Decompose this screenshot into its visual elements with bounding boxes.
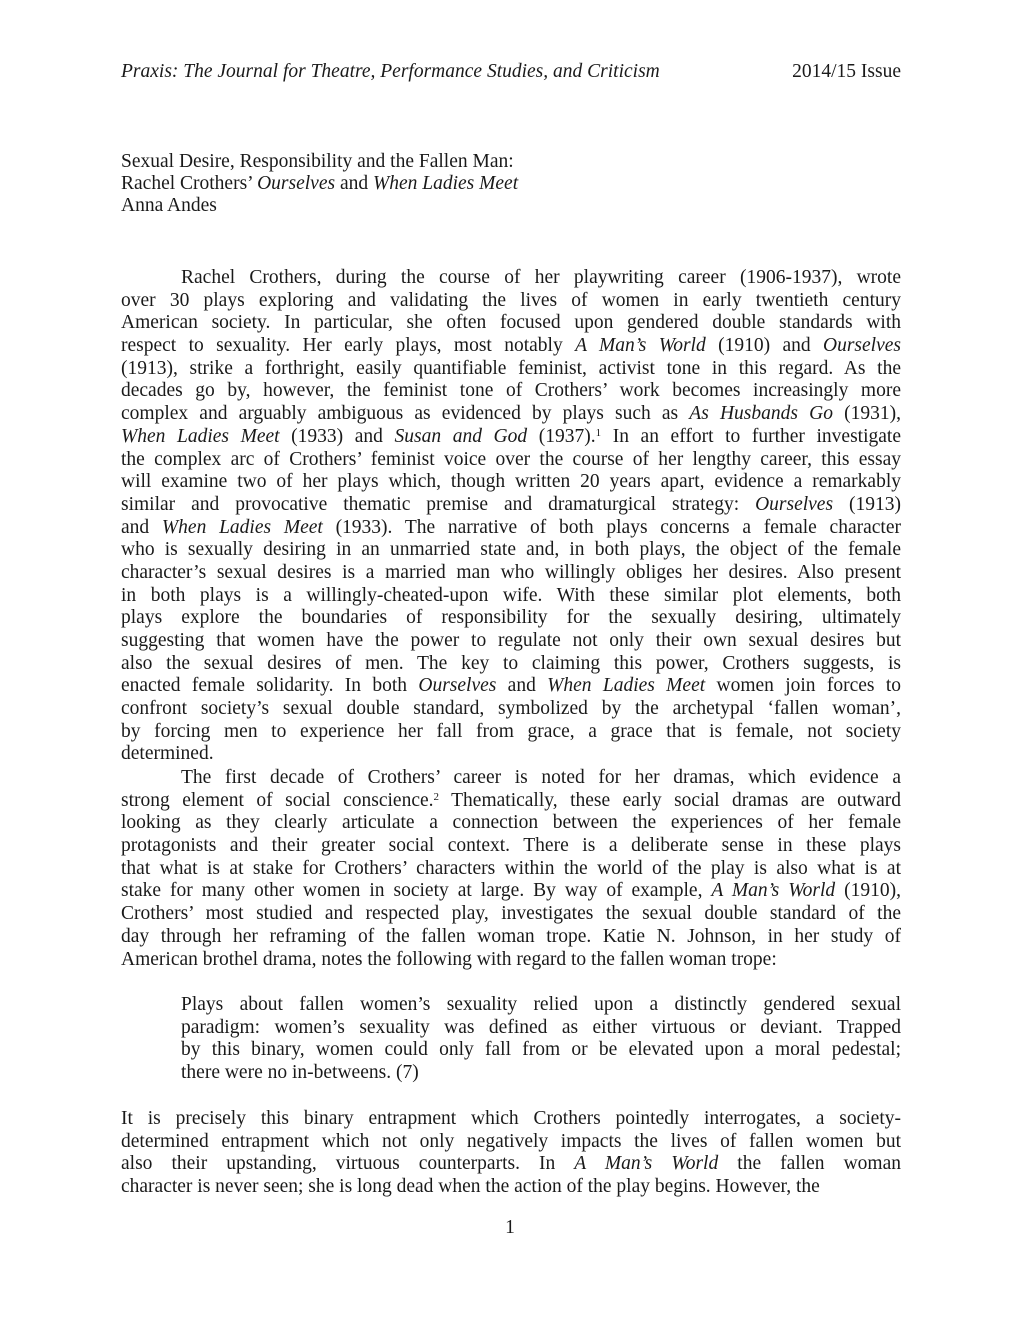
text-run: and: [496, 675, 548, 697]
text-line: [121, 585, 901, 608]
text-line: [121, 880, 901, 903]
text-run: (1913): [833, 493, 901, 515]
text-line: [121, 903, 901, 926]
text-run: (1913), strike a forthright, easily quantifiable feminist, activist tone in this regard. As the: [121, 357, 901, 379]
text-line: [121, 290, 901, 313]
text-run: Plays about fallen women’s sexuality relied upon a distinctly gendered sexual: [181, 994, 901, 1015]
text-line: [121, 607, 901, 630]
running-header: [121, 60, 901, 83]
text-line: [121, 1108, 901, 1131]
text-run: similar and provocative thematic premise and dramaturgical strategy:: [121, 493, 756, 515]
italic-title: Ourselves: [755, 493, 834, 515]
journal-title: Praxis: The Journal for Theatre, Performance Studies, and Criticism: [121, 61, 660, 82]
text-line: [121, 267, 901, 290]
italic-title: As Husbands Go: [689, 403, 833, 425]
text-run: Thematically, these early social dramas are outward: [439, 789, 901, 811]
text-line: [121, 403, 901, 426]
text-line: [121, 790, 901, 813]
italic-title: A Man’s World: [575, 335, 706, 357]
text-line: [121, 926, 901, 949]
text-line: [121, 835, 901, 858]
text-run: paradigm: women’s sexuality was defined as either virtuous or deviant. Trapped: [181, 1016, 901, 1038]
italic-title: When Ladies Meet: [161, 516, 323, 538]
author-name: Anna Andes: [121, 195, 217, 216]
text-run: (1931),: [832, 403, 901, 425]
text-run: character’s sexual desires is a married man who willingly obliges her desires. Also present: [121, 561, 901, 583]
block-quote: [181, 994, 901, 1085]
body-paragraph-2: [121, 767, 901, 971]
text-line: [121, 698, 901, 721]
text-line: [121, 721, 901, 744]
text-run: character is never seen; she is long dead when the action of the play begins. However, the: [121, 1176, 820, 1198]
text-run: suggesting that women have the power to regulate not only their own sexual desires but: [121, 630, 901, 651]
text-run: complex and arguably ambiguous as evidenced by plays such as: [121, 403, 690, 425]
text-run: The first decade of Crothers’ career is noted for her dramas, which evidence a: [181, 767, 901, 788]
text-run: plays explore the boundaries of responsibility for the sexually desiring, ultimately: [121, 607, 901, 629]
text-run: looking as they clearly articulate a connection between the experiences of her female: [121, 812, 901, 834]
footnote-ref: 2: [433, 790, 440, 803]
text-line: [121, 539, 901, 562]
text-run: in both plays is a willingly-cheated-upon wife. With these similar plot elements, both: [121, 584, 901, 606]
text-line: [181, 994, 901, 1017]
body-paragraph-3: [121, 1108, 901, 1199]
text-run: the fallen woman: [718, 1153, 901, 1175]
text-line: [121, 1131, 901, 1154]
text-run: Rachel Crothers, during the course of her playwriting career (1906-1937), wrote: [181, 267, 901, 288]
text-line: [121, 358, 901, 381]
text-run: by this binary, women could only fall from or be elevated upon a moral pedestal;: [181, 1039, 901, 1061]
text-run: (1937).: [527, 425, 596, 447]
text-run: by forcing men to experience her fall from grace, a grace that is female, not society: [121, 720, 901, 742]
text-run: decades go by, however, the feminist tone of Crothers’ work becomes increasingly more: [121, 380, 901, 402]
footnote-ref: 1: [595, 426, 602, 439]
text-line: [181, 1017, 901, 1040]
text-run: the complex arc of Crothers’ feminist voice over the course of her lengthy career, this essay: [121, 448, 901, 470]
body-paragraph-1: [121, 267, 901, 766]
text-line: [121, 1153, 901, 1176]
text-line: [121, 426, 901, 449]
text-line: [181, 1039, 901, 1062]
italic-title: Ourselves: [823, 335, 901, 357]
text-line: [121, 1176, 901, 1199]
text-run: women join forces to: [705, 675, 901, 697]
text-run: It is precisely this binary entrapment which Crothers pointedly interrogates, a society-: [121, 1108, 901, 1129]
text-line: [181, 1062, 901, 1085]
text-run: day through her reframing of the fallen woman trope. Katie N. Johnson, in her study of: [121, 925, 901, 947]
text-line: [121, 562, 901, 585]
text-run: that what is at stake for Crothers’ characters within the world of the play is also what is at: [121, 857, 901, 879]
italic-title: When Ladies Meet: [547, 675, 706, 697]
text-run: strong element of social conscience.: [121, 789, 434, 811]
text-line: [121, 653, 901, 676]
text-run: who is sexually desiring in an unmarried state and, in both plays, the object of the female: [121, 539, 901, 561]
italic-title: When Ladies Meet: [372, 173, 519, 194]
text-line: [121, 494, 901, 517]
text-line: [121, 335, 901, 358]
text-run: and: [121, 516, 162, 538]
text-line: [121, 858, 901, 881]
italic-title: A Man’s World: [711, 880, 836, 902]
text-run: there were no in-betweens. (7): [181, 1062, 419, 1084]
text-run: also the sexual desires of men. The key to claiming this power, Crothers suggests, is: [121, 652, 901, 674]
text-run: (1933). The narrative of both plays concerns a female character: [322, 516, 901, 538]
italic-title: Ourselves: [418, 675, 497, 697]
text-run: and: [335, 173, 373, 194]
text-run: protagonists and their greater social context. There is a deliberate sense in these plays: [121, 835, 901, 857]
text-line: [121, 471, 901, 494]
page-number: 1: [505, 1217, 515, 1238]
text-run: (1910) and: [705, 335, 824, 357]
text-run: will examine two of her plays which, though written 20 years apart, evidence a remarkably: [121, 471, 901, 493]
text-line: [121, 949, 901, 972]
text-line: [121, 812, 901, 835]
italic-title: Ourselves: [257, 173, 336, 194]
text-run: American society. In particular, she often focused upon gendered double standards with: [121, 312, 901, 334]
text-run: determined.: [121, 743, 214, 765]
text-line: [121, 630, 901, 653]
text-run: determined entrapment which not only negatively impacts the lives of fallen women but: [121, 1130, 901, 1152]
text-run: Rachel Crothers’: [121, 173, 258, 194]
text-run: also their upstanding, virtuous counterparts. In: [121, 1153, 575, 1175]
italic-title: Susan and God: [394, 425, 528, 447]
article-title-line-2: [121, 173, 518, 195]
italic-title: When Ladies Meet: [121, 425, 280, 447]
text-run: respect to sexuality. Her early plays, most notably: [121, 335, 576, 357]
text-run: American brothel drama, notes the following with regard to the fallen woman trope:: [121, 948, 777, 970]
text-run: over 30 plays exploring and validating the lives of women in early twentieth century: [121, 289, 901, 311]
text-run: (1910),: [835, 880, 901, 902]
issue-label: 2014/15 Issue: [792, 61, 901, 82]
text-line: [121, 517, 901, 540]
text-run: In an effort to further investigate: [601, 425, 901, 447]
text-line: [121, 449, 901, 472]
text-run: stake for many other women in society at large. By way of example,: [121, 880, 712, 902]
text-line: [121, 675, 901, 698]
text-line: [121, 767, 901, 790]
article-title-line-1: Sexual Desire, Responsibility and the Fallen Man:: [121, 151, 514, 172]
text-line: [121, 312, 901, 335]
text-line: [121, 743, 901, 766]
italic-title: A Man’s World: [574, 1153, 719, 1175]
text-run: enacted female solidarity. In both: [121, 675, 419, 697]
text-run: confront society’s sexual double standard, symbolized by the archetypal ‘fallen woman’,: [121, 698, 901, 720]
text-run: Crothers’ most studied and respected play, investigates the sexual double standard of the: [121, 903, 901, 925]
text-run: (1933) and: [279, 425, 395, 447]
text-line: [121, 380, 901, 403]
